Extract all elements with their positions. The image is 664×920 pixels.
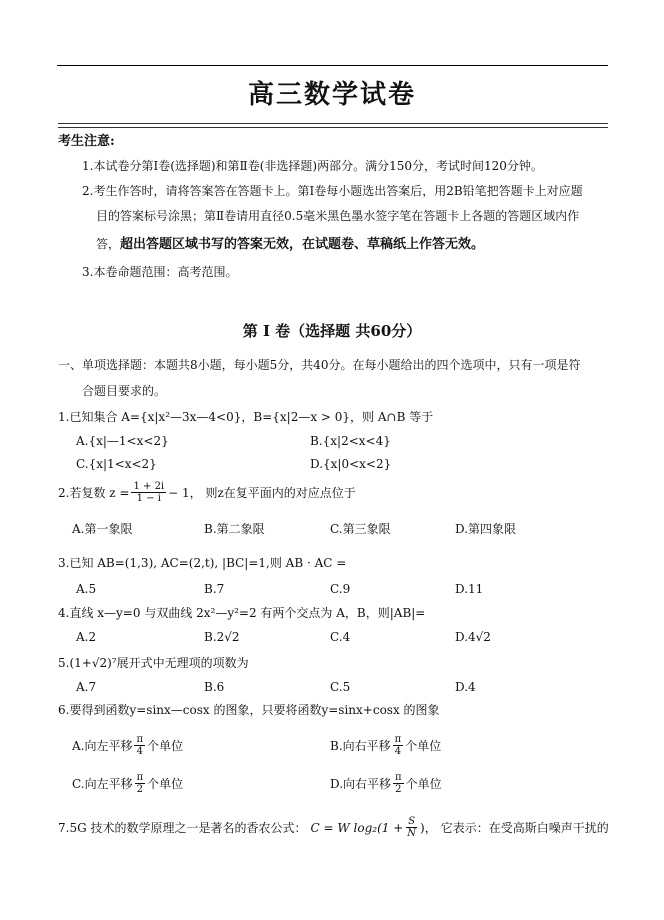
q4-option-a: A.2 [76, 630, 97, 644]
q6-option-b [330, 734, 441, 757]
q6-option-b-fraction [393, 734, 404, 757]
q2-option-b: B.第二象限 [204, 522, 265, 536]
q6-option-b-label: B.向右平移 [330, 739, 391, 753]
q2-suffix: − 1， 则z在复平面内的对应点位于 [168, 486, 356, 500]
q7-stem-pre: 7.5G 技术的数学原理之一是著名的香农公式： [58, 821, 307, 835]
denominator: 4 [136, 746, 143, 757]
part1-line-1: 一、单项选择题：本题共8小题，每小题5分，共40分。在每小题给出的四个选项中，只有一项是符 [58, 358, 581, 372]
q4-option-b: B.2√2 [204, 630, 240, 644]
q7-stem [58, 816, 609, 839]
denominator: 4 [394, 746, 402, 757]
q1-stem: 1.已知集合 A={x|x²—3x—4<0}，B={x|2—x > 0}，则 A∩B 等于 [58, 410, 434, 424]
notice-item-1: 1.本试卷分第Ⅰ卷(选择题)和第Ⅱ卷(非选择题)两部分。满分150分，考试时间120分钟。 [82, 159, 543, 173]
q7-numerator: S [408, 816, 416, 827]
q1-option-b: B.{x|2<x<4} [310, 434, 391, 448]
q7-formula-pre: C = W log₂(1 + [310, 820, 404, 835]
q6-option-a-unit: 个单位 [147, 739, 184, 753]
q7-stem-post: 它表示：在受高斯白噪声干扰的 [440, 821, 609, 835]
q5-option-a: A.7 [76, 680, 97, 694]
pi: π [136, 734, 144, 745]
q6-option-b-unit: 个单位 [405, 739, 442, 753]
q7-formula-post: )， [420, 821, 437, 835]
q1-option-d: D.{x|0<x<2} [310, 457, 392, 471]
q3-option-d: D.11 [455, 582, 484, 596]
q2-prefix: 2.若复数 z = [58, 486, 130, 500]
q4-option-c: C.4 [330, 630, 351, 644]
page-title: 高三数学试卷 [247, 80, 416, 110]
q6-option-a-fraction [134, 734, 145, 757]
q1-option-c: C.{x|1<x<2} [76, 457, 157, 471]
header-rule [57, 65, 608, 66]
q5-option-b: B.6 [204, 680, 225, 694]
q2-option-d: D.第四象限 [455, 522, 517, 536]
q6-option-d-label: D.向右平移 [330, 777, 392, 791]
notice-item-2-line-3 [96, 233, 484, 252]
notice-heading: 考生注意: [58, 134, 115, 149]
q6-option-d-unit: 个单位 [405, 777, 442, 791]
q6-option-d-fraction [393, 772, 404, 795]
q6-option-a [72, 734, 183, 757]
q3-option-b: B.7 [204, 582, 225, 596]
q7-denominator: N [407, 828, 417, 839]
q2-option-c: C.第三象限 [330, 522, 391, 536]
q3-option-a: A.5 [76, 582, 97, 596]
pi: π [394, 734, 402, 745]
q6-option-a-label: A.向左平移 [72, 739, 133, 753]
notice-item-2-line-3-prefix: 答， [96, 237, 121, 251]
pi: π [395, 772, 402, 783]
q5-option-c: C.5 [330, 680, 351, 694]
q6-option-c-label: C.向左平移 [72, 777, 133, 791]
denominator: 2 [395, 784, 402, 795]
notice-item-2-line-1: 2.考生作答时，请将答案答在答题卡上。第Ⅰ卷每小题选出答案后，用2B铅笔把答题卡上对应题 [82, 184, 583, 198]
q2-option-a: A.第一象限 [72, 522, 133, 536]
q2-stem [58, 481, 356, 504]
notice-warning: 超出答题区域书写的答案无效，在试题卷、草稿纸上作答无效。 [120, 237, 485, 252]
q5-option-d: D.4 [455, 680, 476, 694]
part1-line-2: 合题目要求的。 [82, 384, 167, 398]
q3-stem: 3.已知 AB=(1,3), AC=(2,t), |BC|=1,则 AB · AC = [58, 556, 347, 570]
q5-stem: 5.(1+√2)⁷展开式中无理项的项数为 [58, 656, 249, 670]
q2-denominator: 1 − i [136, 493, 161, 504]
q6-stem: 6.要得到函数y=sinx—cosx 的图象，只要将函数y=sinx+cosx 的图象 [58, 703, 440, 717]
notice-item-3: 3.本卷命题范围：高考范围。 [82, 265, 238, 279]
q7-fraction [405, 816, 418, 839]
q3-option-c: C.9 [330, 582, 351, 596]
denominator: 2 [136, 784, 144, 795]
q6-option-c [72, 772, 183, 795]
q2-numerator: 1 + 2i [133, 481, 165, 492]
title-double-rule [58, 123, 608, 128]
q1-option-a: A.{x|—1<x<2} [76, 434, 169, 448]
q6-option-c-unit: 个单位 [147, 777, 184, 791]
notice-item-2-line-2: 目的答案标号涂黑；第Ⅱ卷请用直径0.5毫米黑色墨水签字笔在答题卡上各题的答题区域内作 [96, 209, 580, 223]
q6-option-d [330, 772, 442, 795]
q4-stem: 4.直线 x—y=0 与双曲线 2x²—y²=2 有两个交点为 A，B，则|AB|= [58, 606, 426, 620]
q6-option-c-fraction [135, 772, 146, 795]
section-title: 第 Ⅰ 卷（选择题 共60分） [242, 322, 422, 340]
q4-option-d: D.4√2 [455, 630, 491, 644]
q2-fraction [131, 481, 166, 504]
pi: π [136, 772, 144, 783]
